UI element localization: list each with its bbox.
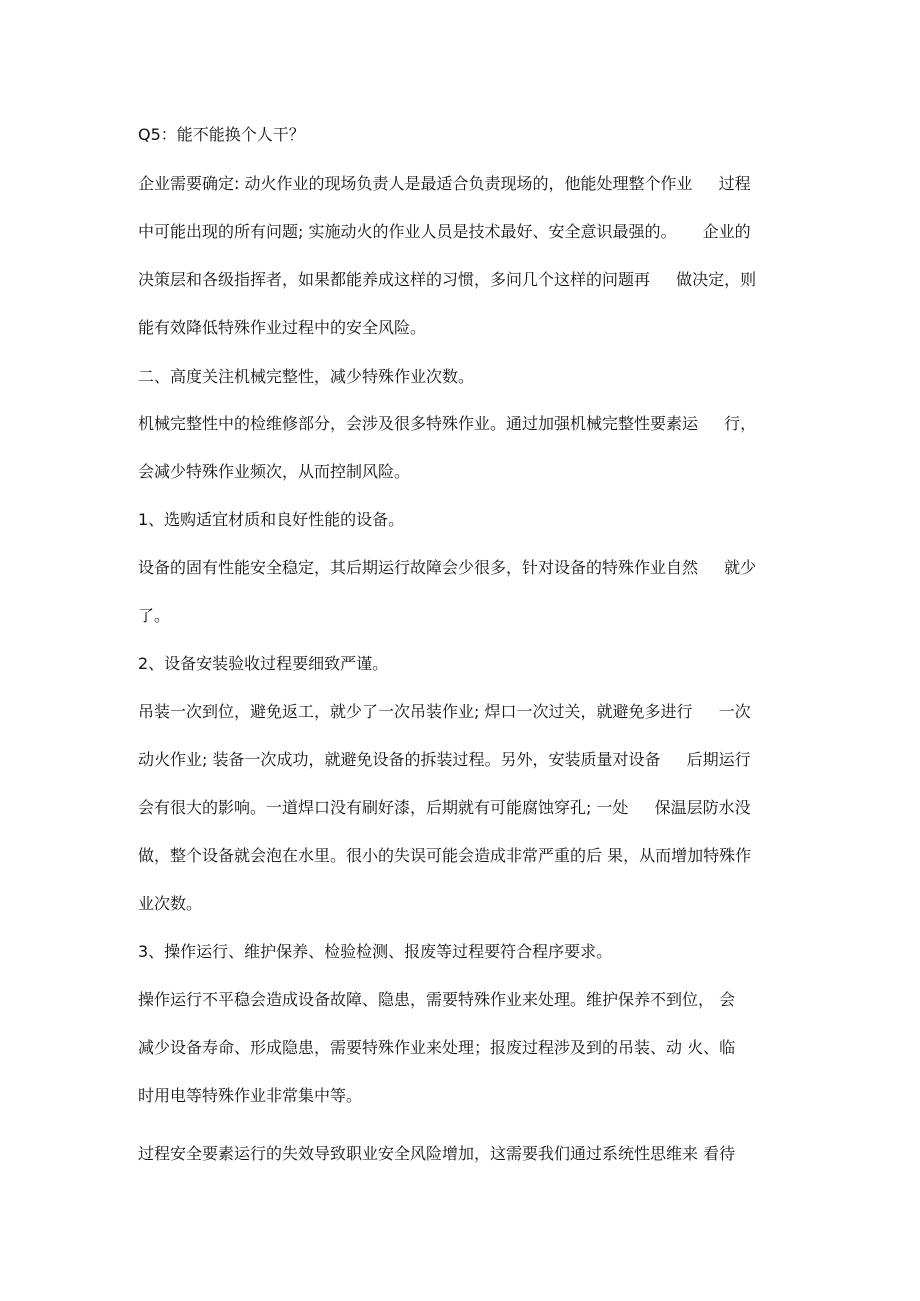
paragraph-line: 动火作业; 装备一次成功，就避免设备的拆装过程。另外，安装质量对设备 后期运行 bbox=[138, 750, 751, 769]
paragraph-line: 能有效降低特殊作业过程中的安全风险。 bbox=[138, 318, 427, 337]
subheading: 2、设备安装验收过程要细致严谨。 bbox=[138, 654, 389, 673]
paragraph-line: 决策层和各级指挥者，如果都能养成这样的习惯，多问几个这样的问题再 做决定，则 bbox=[138, 270, 757, 289]
paragraph-line: 了。 bbox=[138, 606, 171, 625]
paragraph-line: 中可能出现的所有问题; 实施动火的作业人员是技术最好、安全意识最强的。 企业的 bbox=[138, 222, 751, 241]
subheading: 3、操作运行、维护保养、检验检测、报废等过程要符合程序要求。 bbox=[138, 942, 613, 961]
paragraph-line: 机械完整性中的检维修部分，会涉及很多特殊作业。通过加强机械完整性要素运 行， bbox=[138, 414, 757, 433]
paragraph-line: 操作运行不平稳会造成设备故障、隐患，需要特殊作业来处理。维护保养不到位， 会 bbox=[138, 990, 736, 1009]
subheading: 1、选购适宜材质和良好性能的设备。 bbox=[138, 510, 405, 529]
paragraph-line: 企业需要确定: 动火作业的现场负责人是最适合负责现场的，他能处理整个作业 过程 bbox=[138, 174, 751, 193]
paragraph-line: 过程安全要素运行的失效导致职业安全风险增加，这需要我们通过系统性思维来 看待 bbox=[138, 1144, 736, 1163]
paragraph-line: 会减少特殊作业频次，从而控制风险。 bbox=[138, 462, 411, 481]
paragraph-line: 做，整个设备就会泡在水里。很小的失误可能会造成非常严重的后 果，从而增加特殊作 bbox=[138, 846, 752, 865]
paragraph-line: 会有很大的影响。一道焊口没有刷好漆，后期就有可能腐蚀穿孔; 一处 保温层防水没 bbox=[138, 798, 751, 817]
paragraph-line: 业次数。 bbox=[138, 894, 203, 913]
paragraph-line: 设备的固有性能安全稳定，其后期运行故障会少很多，针对设备的特殊作业自然 就少 bbox=[138, 558, 757, 577]
paragraph-line: 吊装一次到位，避免返工，就少了一次吊装作业; 焊口一次过关，就避免多进行 一次 bbox=[138, 702, 751, 721]
section-heading: 二、高度关注机械完整性，减少特殊作业次数。 bbox=[138, 367, 475, 386]
question-heading: Q5：能不能换个人干？ bbox=[138, 125, 305, 144]
paragraph-line: 时用电等特殊作业非常集中等。 bbox=[138, 1086, 363, 1105]
paragraph-line: 减少设备寿命、形成隐患，需要特殊作业来处理；报废过程涉及到的吊装、动 火、临 bbox=[138, 1038, 736, 1057]
